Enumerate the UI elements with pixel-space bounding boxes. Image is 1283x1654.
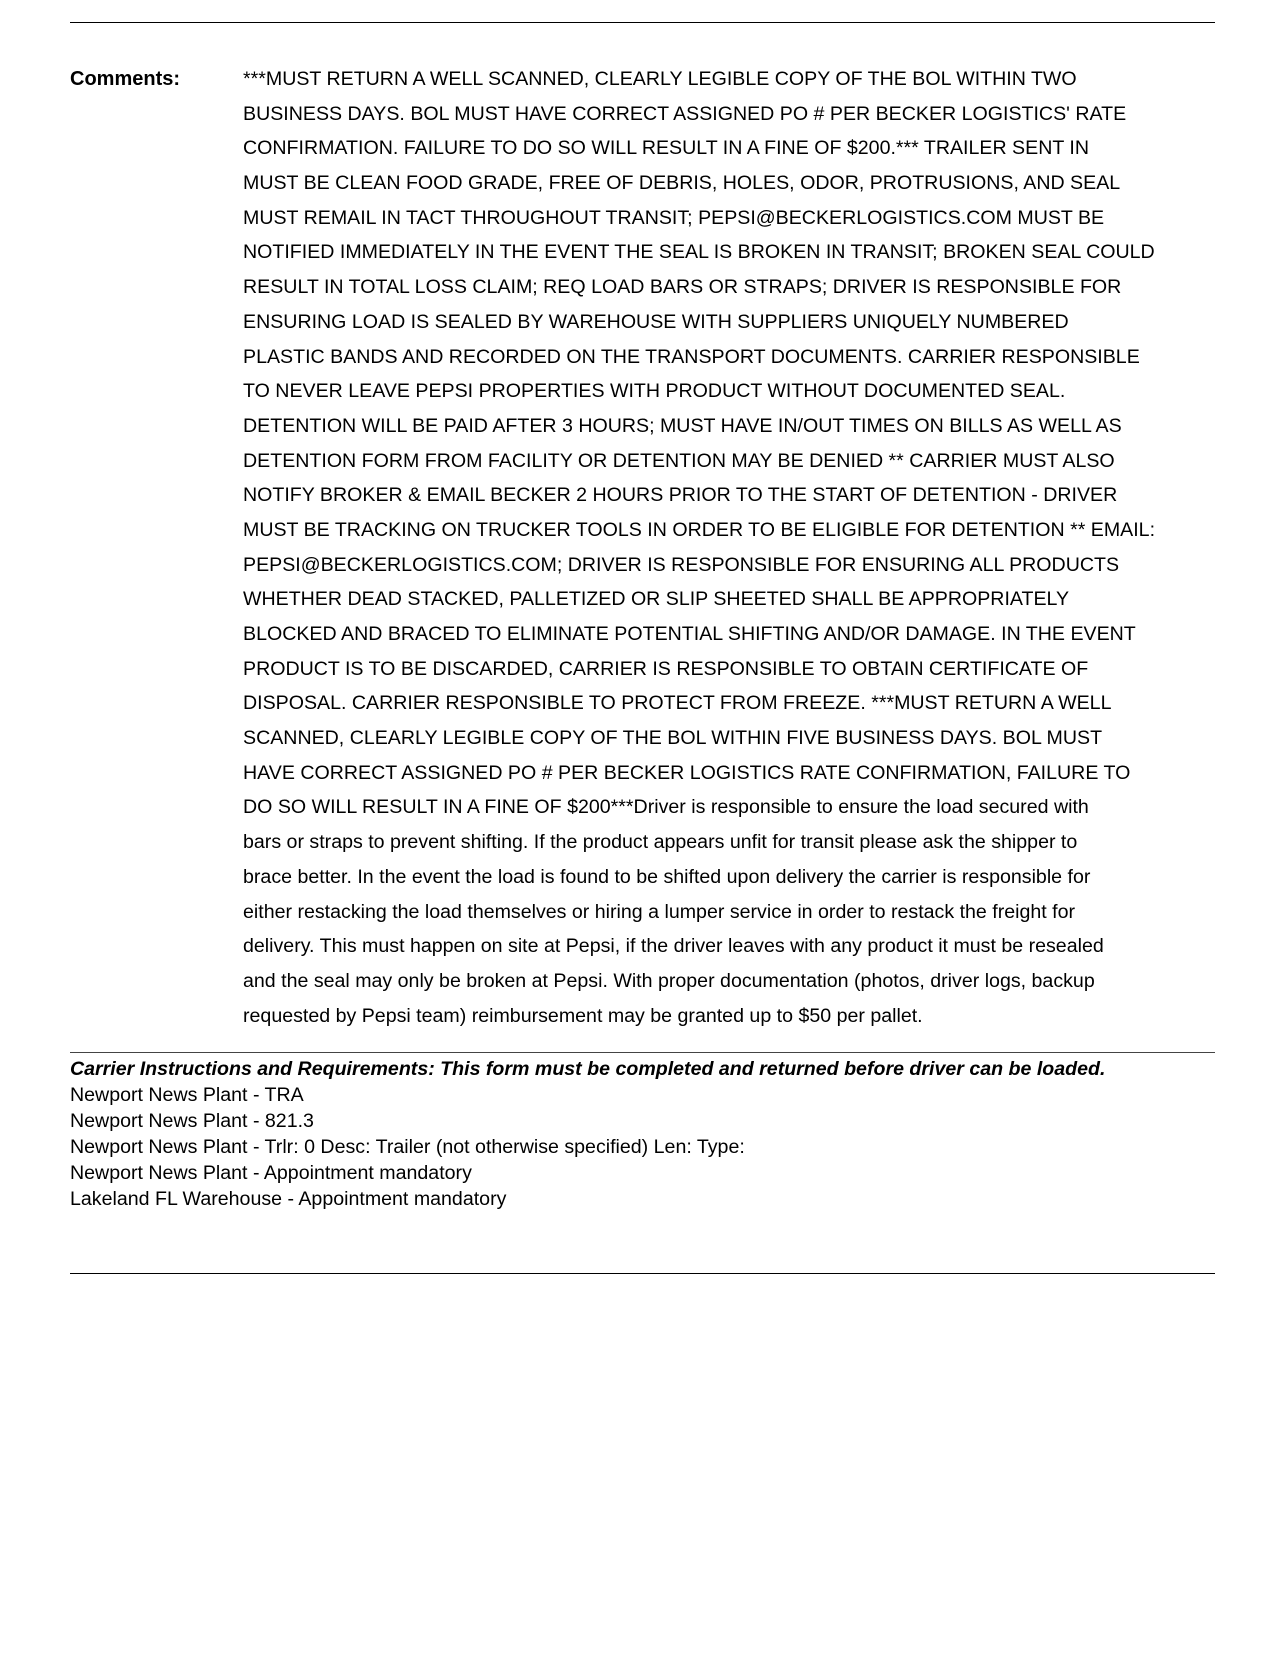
carrier-instructions-list xyxy=(70,1082,1220,1212)
carrier-instruction-item: Newport News Plant - Appointment mandatory xyxy=(70,1162,472,1184)
comments-line: NOTIFY BROKER & EMAIL BECKER 2 HOURS PRIOR TO THE START OF DETENTION - DRIVER xyxy=(243,484,1118,507)
comments-label: Comments: xyxy=(70,68,181,90)
comments-line: MUST BE TRACKING ON TRUCKER TOOLS IN ORDER TO BE ELIGIBLE FOR DETENTION ** EMAIL: xyxy=(243,518,1156,541)
comments-line: CONFIRMATION. FAILURE TO DO SO WILL RESULT IN A FINE OF $200.*** TRAILER SENT IN xyxy=(243,137,1090,160)
comments-line: TO NEVER LEAVE PEPSI PROPERTIES WITH PRODUCT WITHOUT DOCUMENTED SEAL. xyxy=(243,380,1066,403)
carrier-instructions-heading: Carrier Instructions and Requirements: This form must be completed and returned before driver can be loaded. xyxy=(70,1058,1106,1080)
comments-line: either restacking the load themselves or hiring a lumper service in order to restack the freight for xyxy=(243,900,1076,923)
comments-line: requested by Pepsi team) reimbursement may be granted up to $50 per pallet. xyxy=(243,1004,923,1027)
comments-line: BUSINESS DAYS. BOL MUST HAVE CORRECT ASSIGNED PO # PER BECKER LOGISTICS' RATE xyxy=(243,102,1127,125)
comments-line: ***MUST RETURN A WELL SCANNED, CLEARLY LEGIBLE COPY OF THE BOL WITHIN TWO xyxy=(243,68,1077,90)
comments-line: DO SO WILL RESULT IN A FINE OF $200***Driver is responsible to ensure the load secured with xyxy=(243,796,1089,819)
comments-line: delivery. This must happen on site at Pepsi, if the driver leaves with any product it must be resealed xyxy=(243,935,1104,958)
comments-line: WHETHER DEAD STACKED, PALLETIZED OR SLIP SHEETED SHALL BE APPROPRIATELY xyxy=(243,588,1070,611)
comments-line: brace better. In the event the load is found to be shifted upon delivery the carrier is responsible for xyxy=(243,865,1091,888)
bottom-divider xyxy=(70,1273,1215,1274)
comments-line: BLOCKED AND BRACED TO ELIMINATE POTENTIAL SHIFTING AND/OR DAMAGE. IN THE EVENT xyxy=(243,623,1136,645)
comments-line: and the seal may only be broken at Pepsi. With proper documentation (photos, driver logs, backup xyxy=(243,969,1095,992)
section-divider xyxy=(70,1052,1215,1053)
carrier-instructions-section xyxy=(70,1056,1220,1212)
comments-line: SCANNED, CLEARLY LEGIBLE COPY OF THE BOL WITHIN FIVE BUSINESS DAYS. BOL MUST xyxy=(243,727,1103,750)
comments-line: HAVE CORRECT ASSIGNED PO # PER BECKER LOGISTICS RATE CONFIRMATION, FAILURE TO xyxy=(243,761,1131,784)
comments-line: ENSURING LOAD IS SEALED BY WAREHOUSE WITH SUPPLIERS UNIQUELY NUMBERED xyxy=(243,310,1069,333)
comments-line: DETENTION FORM FROM FACILITY OR DETENTION MAY BE DENIED ** CARRIER MUST ALSO xyxy=(243,449,1115,472)
comments-line: MUST REMAIL IN TACT THROUGHOUT TRANSIT; PEPSI@BECKERLOGISTICS.COM MUST BE xyxy=(243,206,1105,229)
carrier-instruction-item: Newport News Plant - Trlr: 0 Desc: Trailer (not otherwise specified) Len: Type: xyxy=(70,1136,745,1158)
comments-line: PLASTIC BANDS AND RECORDED ON THE TRANSPORT DOCUMENTS. CARRIER RESPONSIBLE xyxy=(243,345,1140,368)
carrier-instruction-item: Newport News Plant - TRA xyxy=(70,1084,304,1106)
comments-line: PRODUCT IS TO BE DISCARDED, CARRIER IS RESPONSIBLE TO OBTAIN CERTIFICATE OF xyxy=(243,657,1089,680)
carrier-instruction-item: Lakeland FL Warehouse - Appointment mandatory xyxy=(70,1188,507,1210)
comments-line: PEPSI@BECKERLOGISTICS.COM; DRIVER IS RESPONSIBLE FOR ENSURING ALL PRODUCTS xyxy=(243,553,1120,576)
carrier-instruction-item: Newport News Plant - 821.3 xyxy=(70,1110,314,1132)
comments-line: RESULT IN TOTAL LOSS CLAIM; REQ LOAD BARS OR STRAPS; DRIVER IS RESPONSIBLE FOR xyxy=(243,276,1122,299)
comments-line: MUST BE CLEAN FOOD GRADE, FREE OF DEBRIS, HOLES, ODOR, PROTRUSIONS, AND SEAL xyxy=(243,172,1121,195)
comments-line: DETENTION WILL BE PAID AFTER 3 HOURS; MUST HAVE IN/OUT TIMES ON BILLS AS WELL AS xyxy=(243,414,1122,437)
comments-line: bars or straps to prevent shifting. If the product appears unfit for transit please ask the shipper to xyxy=(243,831,1078,854)
comments-line: DISPOSAL. CARRIER RESPONSIBLE TO PROTECT FROM FREEZE. ***MUST RETURN A WELL xyxy=(243,692,1112,715)
comments-text xyxy=(243,62,1223,1033)
top-divider xyxy=(70,22,1215,23)
comments-line: NOTIFIED IMMEDIATELY IN THE EVENT THE SEAL IS BROKEN IN TRANSIT; BROKEN SEAL COULD xyxy=(243,241,1155,264)
